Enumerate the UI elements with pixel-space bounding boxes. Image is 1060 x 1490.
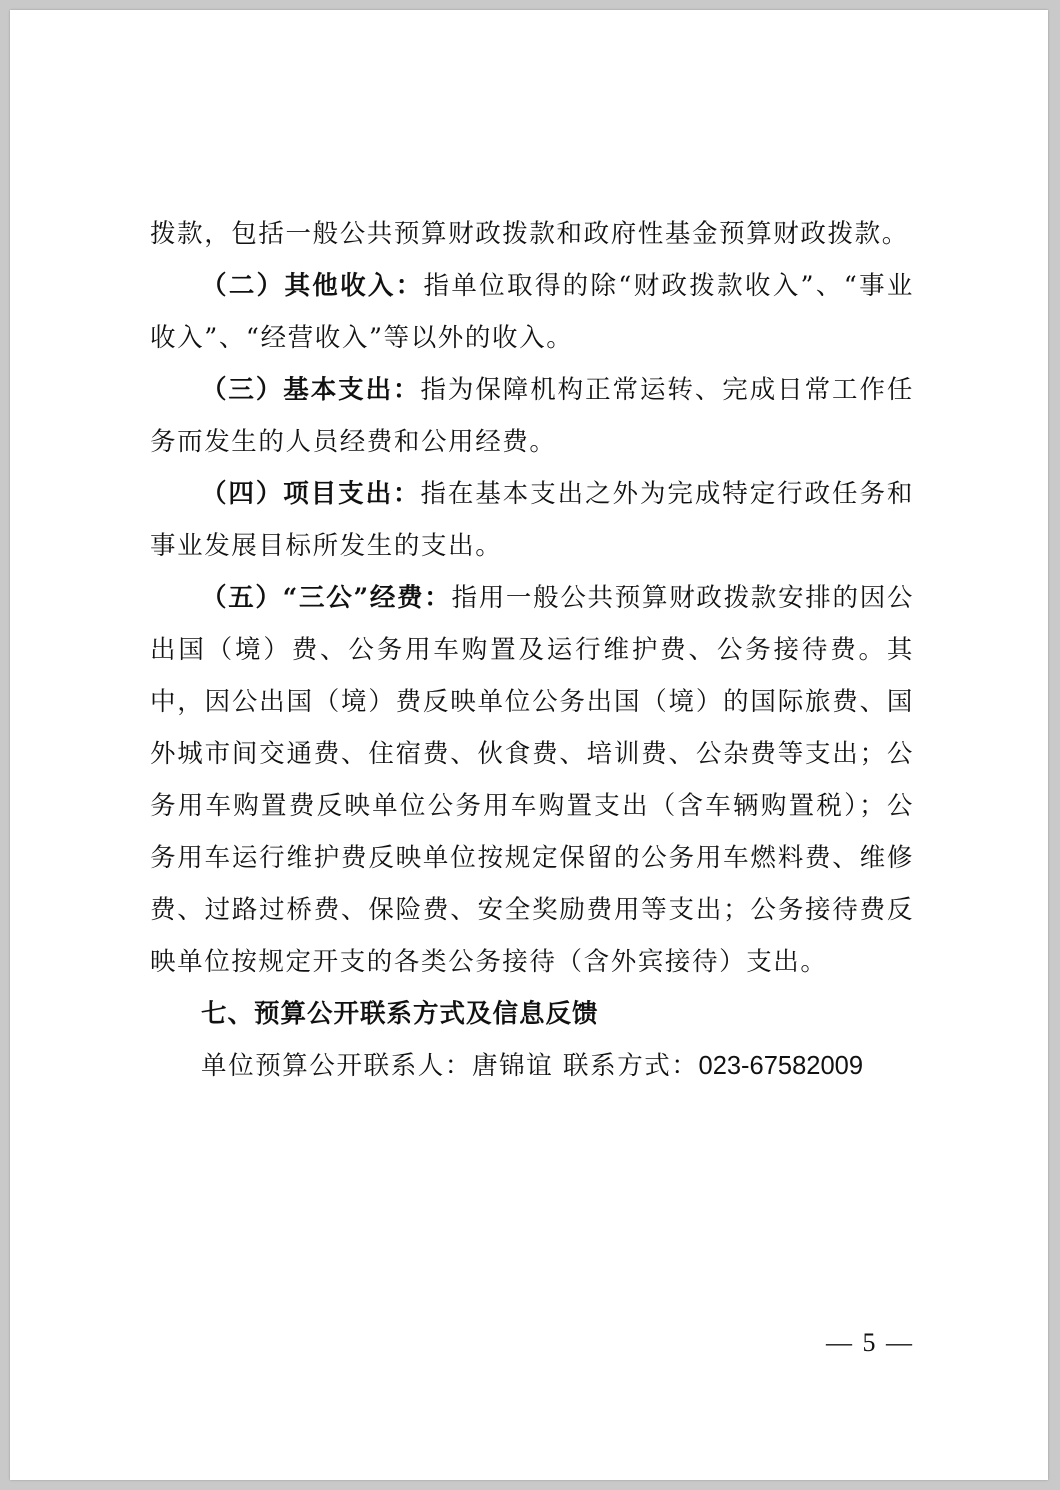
term-project-expenditure: （四）项目支出： [201,479,421,509]
term-three-public-expenses: （五）“三公”经费： [201,583,452,613]
definition-text: 指在基本支出之外为完成特定行政任务和事业发展目标所发生的支出。 [150,479,914,561]
contact-line [150,1040,914,1092]
definition-text: 指为保障机构正常运转、完成日常工作任务而发生的人员经费和公用经费。 [150,375,914,457]
document-body [150,208,914,1092]
contact-label: 单位预算公开联系人：唐锦谊 联系方式： [201,1051,699,1081]
definition-three-public-expenses [150,572,914,988]
definition-text: 指用一般公共预算财政拨款安排的因公出国（境）费、公务用车购置及运行维护费、公务接待费。其中，因公出国（境）费反映单位公务出国（境）的国际旅费、国外城市间交通费、住宿费、伙食费、培训费、公杂费等支出；公务用车购置费反映单位公务用车购置支出（含车辆购置税）；公务用车运行维护费反映单位按规定保留的公务用车燃料费、维修费、过路过桥费、保险费、安全奖励费用等支出；公务接待费反映单位按规定开支的各类公务接待（含外宾接待）支出。 [150,583,915,977]
contact-phone: 023-67582009 [698,1052,864,1080]
paragraph-continuation: 拨款，包括一般公共预算财政拨款和政府性基金预算财政拨款。 [150,219,909,249]
document-page [10,10,1048,1480]
definition-text: 指单位取得的除“财政拨款收入”、“事业收入”、“经营收入”等以外的收入。 [150,271,914,353]
term-other-income: （二）其他收入： [201,271,424,301]
term-basic-expenditure: （三）基本支出： [201,375,421,405]
section-heading: 七、预算公开联系方式及信息反馈 [201,999,599,1029]
definition-basic-expenditure [150,364,914,468]
definition-other-income [150,260,914,364]
definition-project-expenditure [150,468,914,572]
page-number: — 5 — [826,1328,914,1357]
